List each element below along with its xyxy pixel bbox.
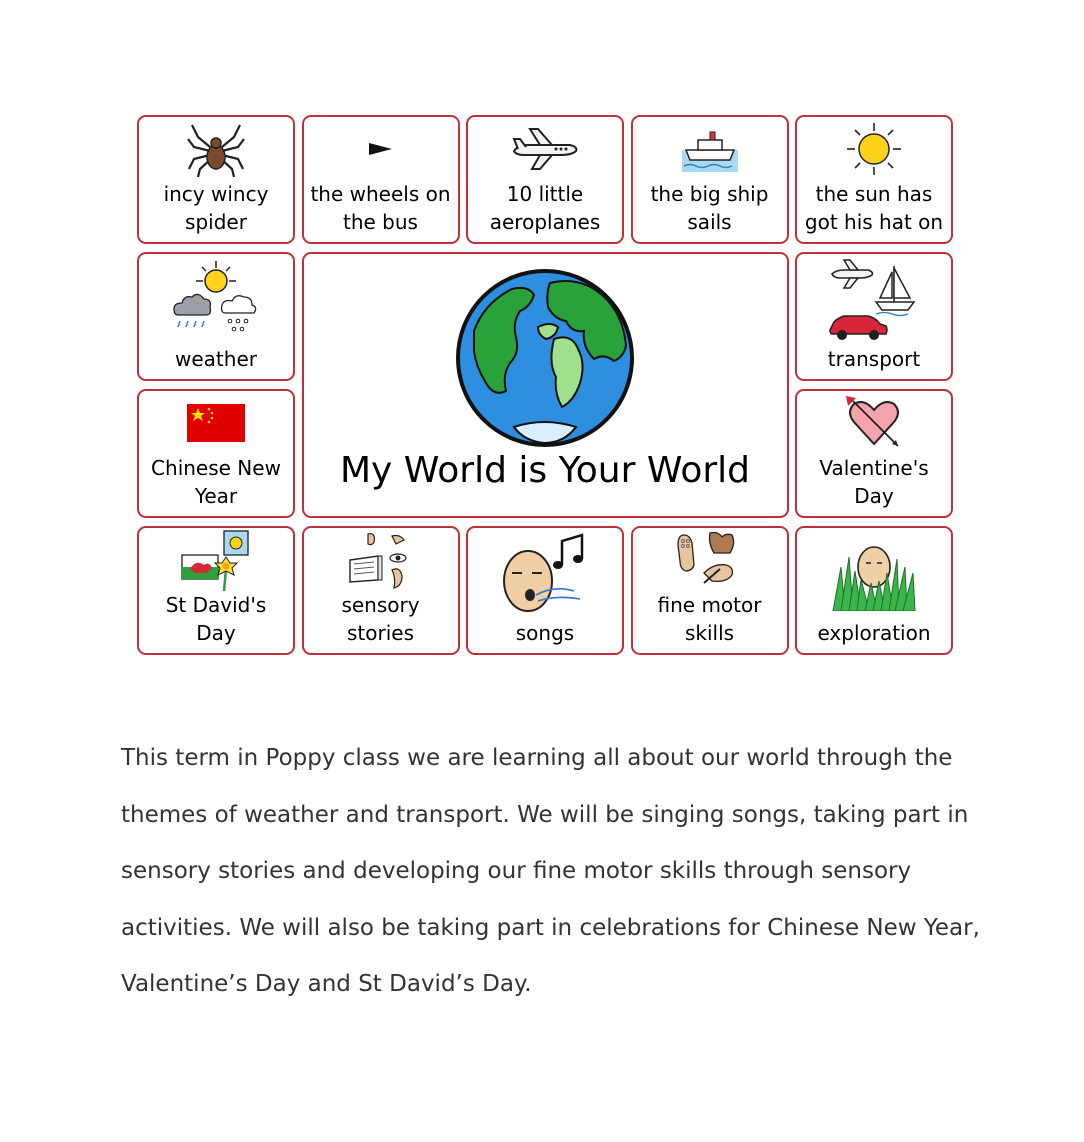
cell-label: fine motor skills — [657, 593, 762, 645]
cell-label: songs — [515, 621, 575, 645]
cell-10-little-aeroplanes — [466, 115, 624, 244]
cell-fine-motor-skills — [631, 526, 789, 655]
cell-wheels-on-the-bus — [302, 115, 460, 244]
wales-daffodil-icon — [180, 529, 252, 591]
cell-label: 10 little aeroplanes — [489, 182, 601, 234]
weather-icon — [170, 259, 262, 341]
cell-my-world-is-your-world — [302, 252, 789, 518]
cell-songs — [466, 526, 624, 655]
cell-label: exploration — [817, 621, 931, 645]
cell-label: incy wincy spider — [163, 182, 269, 234]
china-flag-icon — [187, 404, 245, 442]
cell-the-big-ship-sails — [631, 115, 789, 244]
cell-transport — [795, 252, 953, 381]
cell-chinese-new-year — [137, 389, 295, 518]
flag-pennant-icon — [366, 139, 396, 159]
cell-weather — [137, 252, 295, 381]
spider-icon — [186, 121, 246, 177]
cell-st-davids-day — [137, 526, 295, 655]
heart-arrow-icon — [844, 394, 904, 452]
explorer-in-grass-icon — [831, 537, 917, 611]
cell-incy-wincy-spider — [137, 115, 295, 244]
singing-face-icon — [500, 533, 590, 615]
cell-sensory-stories — [302, 526, 460, 655]
cell-label: weather — [175, 347, 257, 371]
cell-label: the big ship sails — [650, 182, 769, 234]
cell-exploration — [795, 526, 953, 655]
cell-the-sun-has-got-his-hat-on — [795, 115, 953, 244]
cell-label: the wheels on the bus — [310, 182, 451, 234]
cell-label: St David's Day — [165, 593, 267, 645]
cell-label: sensory stories — [341, 593, 420, 645]
cell-label: transport — [827, 347, 921, 371]
cell-label: Valentine's Day — [819, 456, 929, 508]
sun-icon — [845, 121, 903, 177]
ship-icon — [680, 124, 740, 174]
center-title: My World is Your World — [339, 450, 751, 491]
aeroplane-icon — [510, 127, 580, 171]
hands-icon — [674, 529, 746, 591]
cell-label: the sun has got his hat on — [804, 182, 944, 234]
cell-label: Chinese New Year — [151, 456, 281, 508]
transport-icon — [828, 258, 920, 342]
description-paragraph: This term in Poppy class we are learning all about our world through the themes of weather and transport. We will be singing songs, taking part in sensory stories and developing our fine motor skills through sensory activities. We will also be taking part in celebrations for Chinese New Year, Valentine’s Day and St David’s Day. — [121, 745, 980, 997]
symbol-grid — [137, 115, 953, 659]
cell-valentines-day — [795, 389, 953, 518]
globe-icon — [454, 267, 636, 449]
sensory-stories-icon — [348, 530, 414, 590]
